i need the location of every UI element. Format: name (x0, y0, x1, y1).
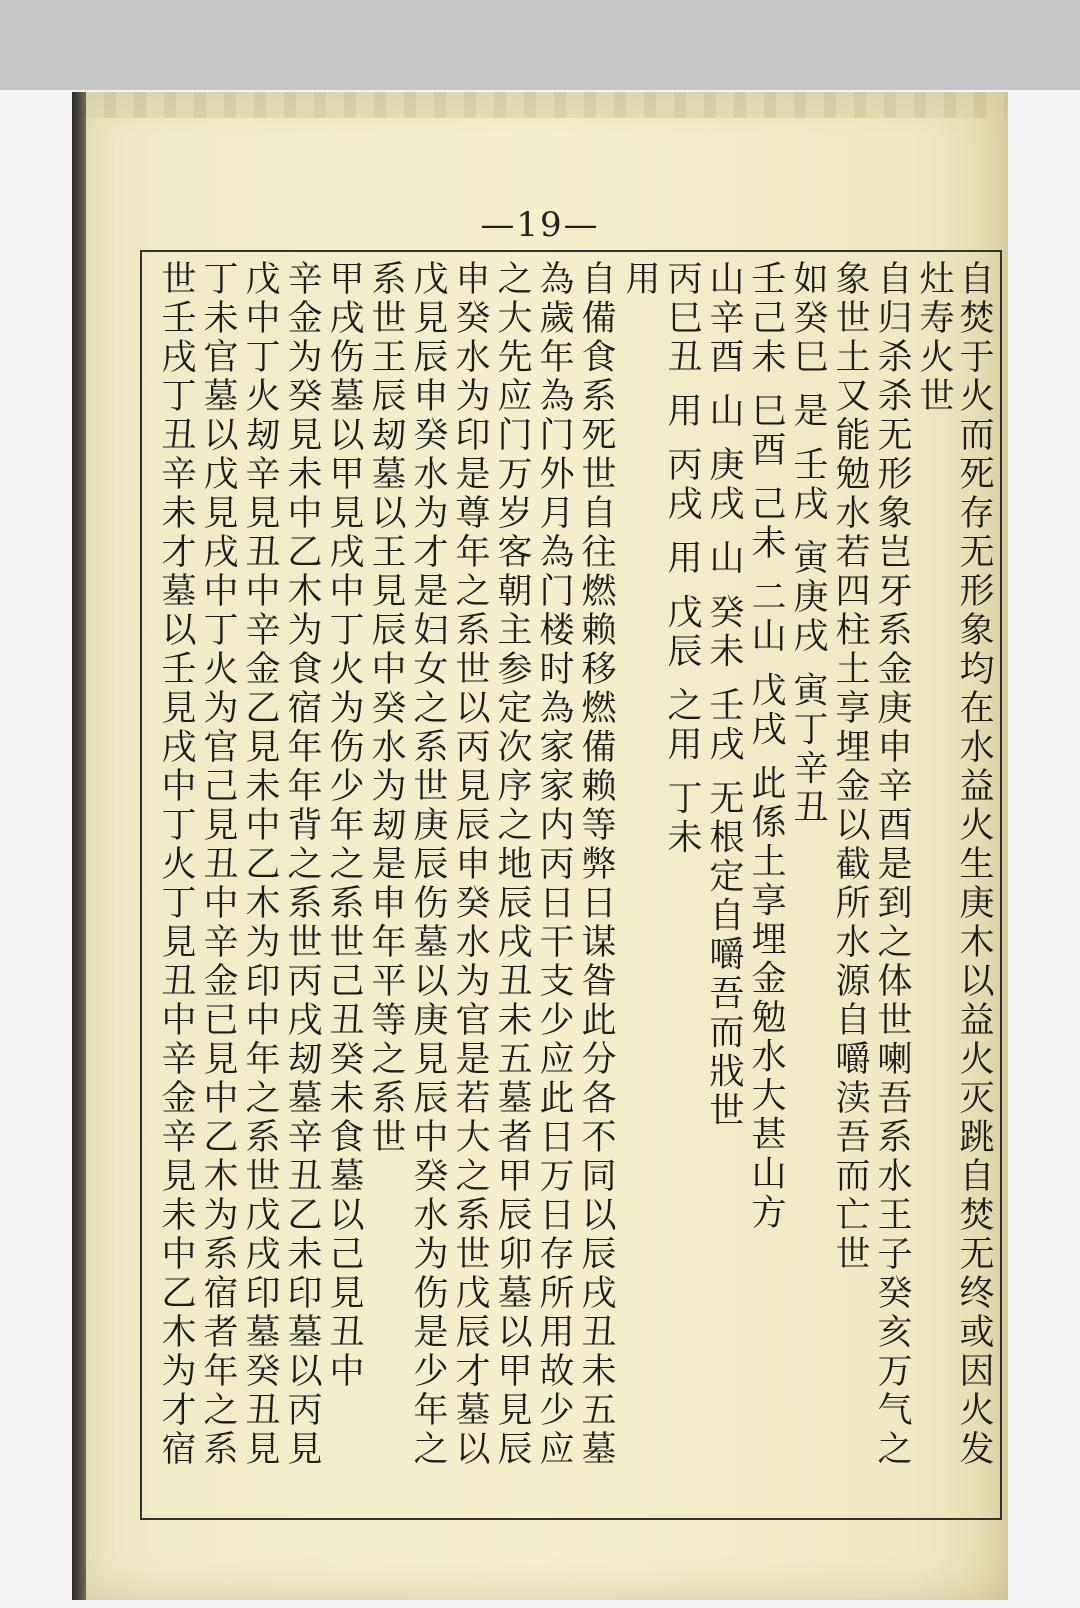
text-column-20: 世壬戌丁丑辛未才墓以壬見戌中丁火丁見丑中辛金辛見未中乙木为才宿 (156, 260, 196, 1469)
text-column-1: 自焚于火而死存无形象均在水益火生庚木以益火灭跳自焚无终或因火发 (954, 260, 994, 1469)
text-frame (140, 250, 1002, 1520)
book-spine (72, 92, 86, 1600)
text-column-8: 丙巳丑 用 丙戌 用 戊辰 之用 丁未 (662, 260, 702, 858)
page-number: —19— (480, 205, 600, 245)
text-column-18: 戊中丁火刼辛見丑中辛金乙見未中乙木为印中年之系世戊戌印墓癸丑見 (240, 260, 280, 1469)
text-column-19: 丁未官墓以戊見戌中丁火为官己見丑中辛金已見中乙木为系宿者年之系 (198, 260, 238, 1469)
viewer-top-bar (0, 0, 1080, 90)
text-column-15: 系世王辰刼墓以王見辰中癸水为刼是申年平等之系世 (366, 260, 406, 1157)
text-column-2: 灶寿火世 (914, 260, 954, 416)
text-column-13: 申癸水为印是尊年之系世以丙見辰申癸水为官是若大之系世戊辰才墓以 (450, 260, 490, 1469)
text-column-10: 自備食系死世自往燃赖移燃備赖等弊日谋昝此分各不同以辰戌丑未五墓 (576, 260, 616, 1469)
text-column-9: 用 (620, 260, 660, 299)
text-column-14: 戊見辰申癸水为才是妇女之系世庚辰伤墓以庚見辰中癸水为伤是少年之 (408, 260, 448, 1469)
text-column-12: 之大先应门万岁客朝主参定次序之地辰戌丑未五墓者甲辰卯墓以甲見辰 (492, 260, 532, 1469)
text-column-7: 山辛酉 山 庚戌 山 癸未 壬戌 无根定自嚼吾而戕世 (704, 260, 744, 1131)
text-column-4: 象世土又能勉水若四柱土享埋金以截所水源自嚼渎吾而亡世 (830, 260, 870, 1274)
torn-edge (86, 92, 1006, 118)
text-column-17: 辛金为癸見未中乙木为食宿年年背之系世丙戌刼墓辛丑乙未印墓以丙見 (282, 260, 322, 1469)
text-column-11: 為歲年為门外月為门楼时為家家内丙日干支少应此日万日存所用故少应 (534, 260, 574, 1469)
text-column-6: 壬己未 巳酉 己未 二山 戊戌 此係土享埋金勉水大甚山方 (746, 260, 786, 1233)
text-column-5: 如癸巳 是 壬戌 寅庚戌 寅丁辛丑 (788, 260, 828, 828)
text-column-16: 甲戌伤墓以甲見戌中丁火为伤少年之系世己丑癸未食墓以己見丑中 (324, 260, 364, 1391)
text-column-3: 自归杀杀无形象岂牙系金庚申辛酉是到之体世喇吾系水王子癸亥万气之 (872, 260, 912, 1469)
